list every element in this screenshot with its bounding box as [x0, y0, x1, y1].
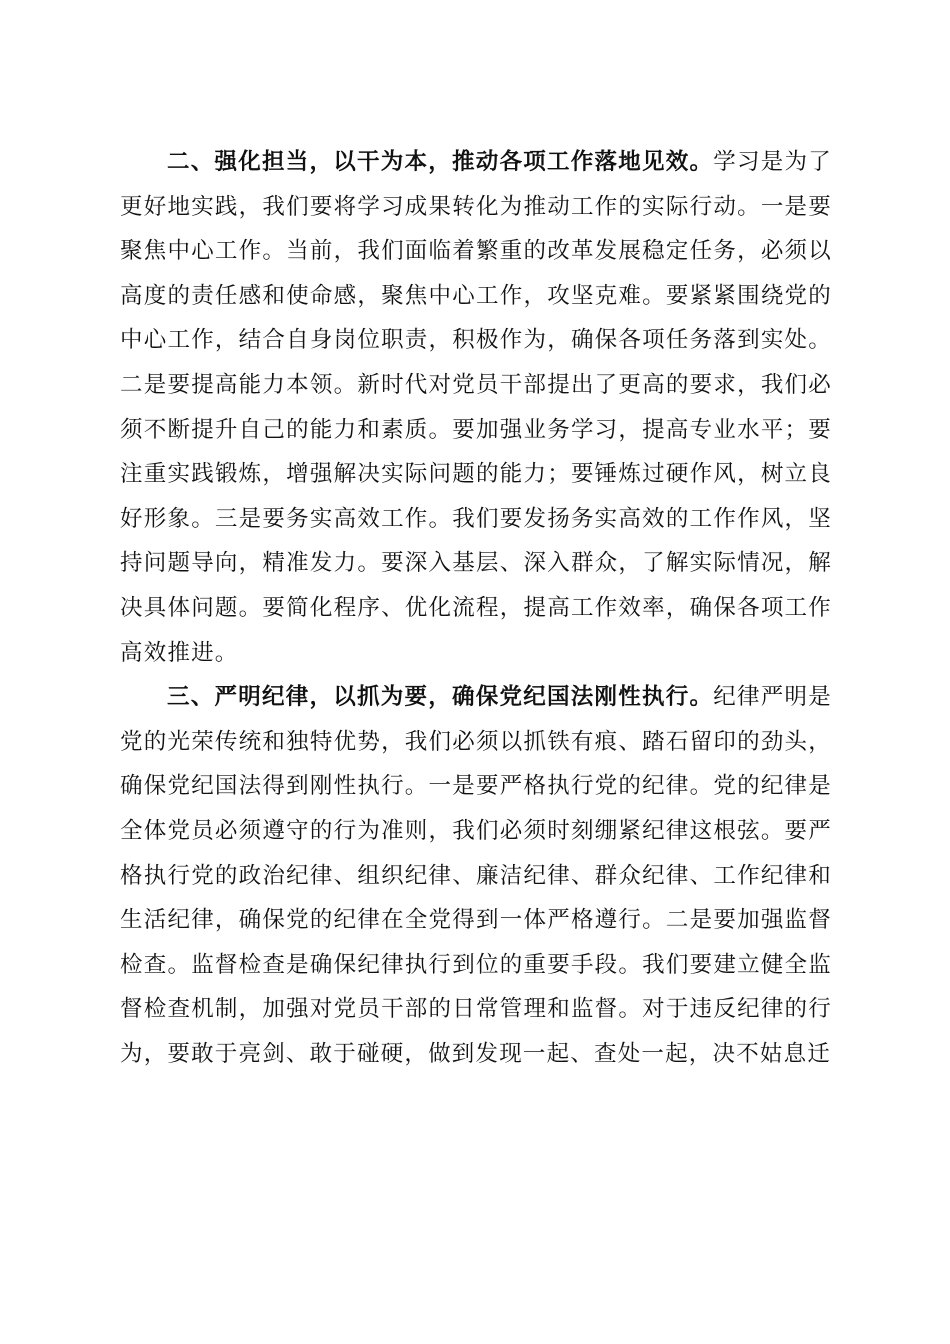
document-body	[120, 140, 832, 1076]
section-2-heading: 二、强化担当，以干为本，推动各项工作落地见效。	[167, 149, 714, 175]
section-3-heading: 三、严明纪律，以抓为要，确保党纪国法刚性执行。	[167, 684, 714, 711]
section-3-text: 纪律严明是党的光荣传统和独特优势，我们必须以抓铁有痕、踏石留印的劲头，确保党纪国法得到刚性执行。一是要严格执行党的纪律。党的纪律是全体党员必须遵守的行为准则，我们必须时刻绷紧纪律这根弦。要严格执行党的政治纪律、组织纪律、廉洁纪律、群众纪律、工作纪律和生活纪律，确保党的纪律在全党得到一体严格遵行。二是要加强监督检查。监督检查是确保纪律执行到位的重要手段。我们要建立健全监督检查机制，加强对党员干部的日常管理和监督。对于违反纪律的行为，要敢于亮剑、敢于碰硬，做到发现一起、查处一起，决不姑息迁	[120, 684, 832, 1067]
paragraph-section-3	[120, 675, 832, 1076]
paragraph-section-2	[120, 140, 832, 675]
section-2-text: 学习是为了更好地实践，我们要将学习成果转化为推动工作的实际行动。一是要聚焦中心工作。当前，我们面临着繁重的改革发展稳定任务，必须以高度的责任感和使命感，聚焦中心工作，攻坚克难。要紧紧围绕党的中心工作，结合自身岗位职责，积极作为，确保各项任务落到实处。二是要提高能力本领。新时代对党员干部提出了更高的要求，我们必须不断提升自己的能力和素质。要加强业务学习，提高专业水平；要注重实践锻炼，增强解决实际问题的能力；要锤炼过硬作风，树立良好形象。三是要务实高效工作。我们要发扬务实高效的工作作风，坚持问题导向，精准发力。要深入基层、深入群众，了解实际情况，解决具体问题。要简化程序、优化流程，提高工作效率，确保各项工作高效推进。	[120, 149, 832, 666]
